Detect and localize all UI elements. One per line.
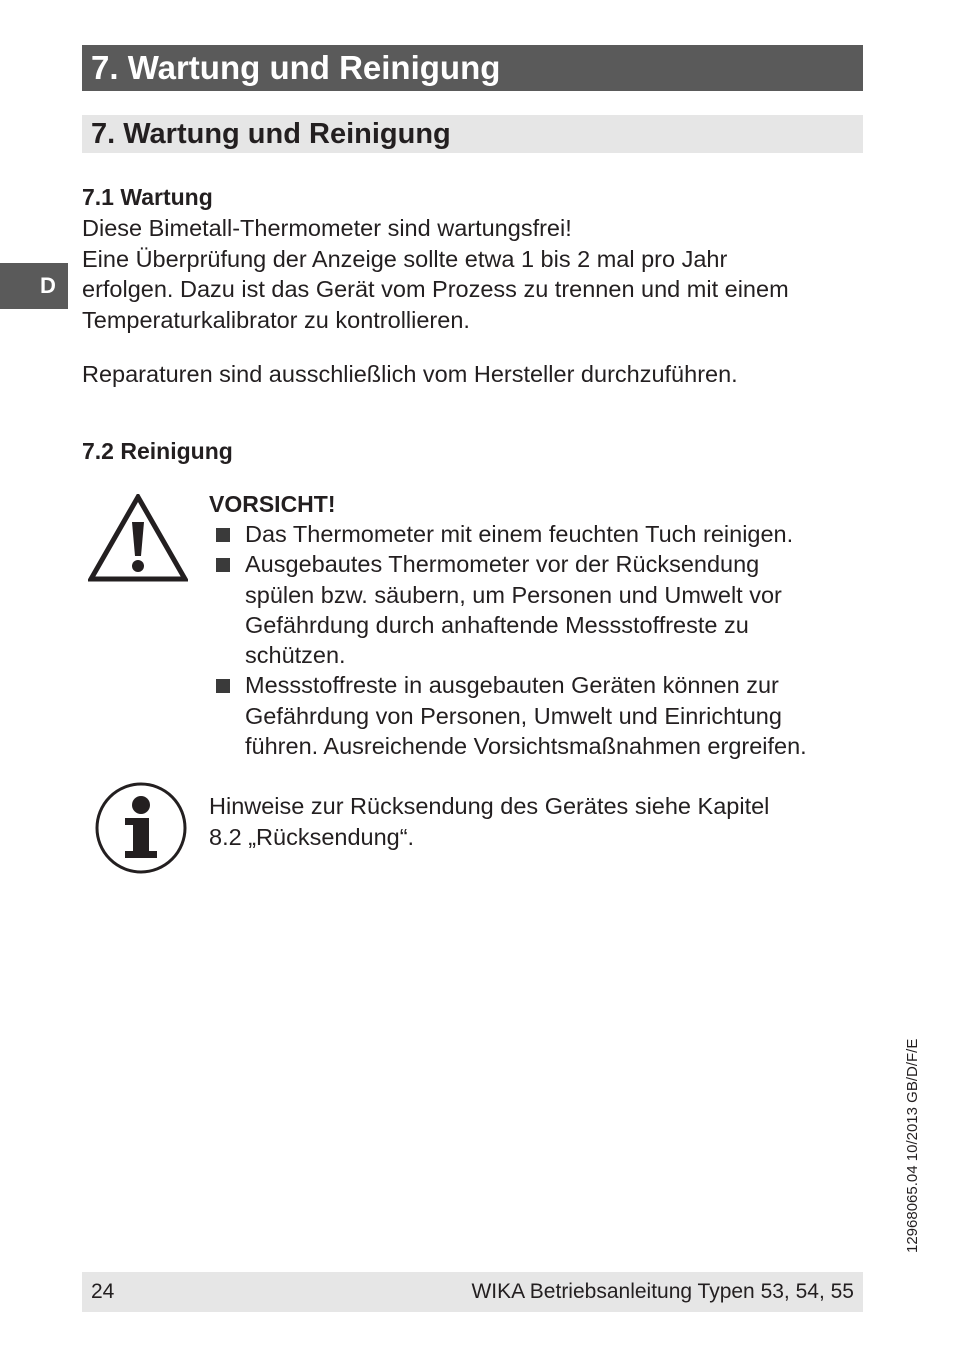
heading-wartung: 7.1 Wartung [82,184,213,210]
heading-reinigung: 7.2 Reinigung [82,438,233,464]
list-item-line: Gefährdung von Personen, Umwelt und Einrichtung [245,702,782,729]
list-item [213,549,807,670]
list-item-line: spülen bzw. säubern, um Personen und Umwelt vor [245,581,782,608]
wartung-line: Eine Überprüfung der Anzeige sollte etwa 1 bis 2 mal pro Jahr [82,245,728,272]
wartung-line: Temperaturkalibrator zu kontrollieren. [82,306,470,333]
list-item [213,670,807,761]
page-number: 24 [91,1280,115,1303]
warning-triangle-icon [88,494,188,582]
document-code: 12968065.04 10/2013 GB/D/F/E [904,1038,921,1253]
wartung-paragraph [82,213,789,335]
list-item-line: Das Thermometer mit einem feuchten Tuch reinigen. [245,521,794,547]
wartung-line: Diese Bimetall-Thermometer sind wartungsfrei! [82,215,572,241]
page-footer [82,1272,863,1312]
list-item-line: Gefährdung durch anhaftende Messstoffreste zu [245,611,749,638]
list-item-line: schützen. [245,642,346,669]
repair-note: Reparaturen sind ausschließlich vom Hersteller durchzuführen. [82,361,738,387]
info-icon [94,781,188,875]
list-item [213,519,807,549]
wartung-line: erfolgen. Dazu ist das Gerät vom Prozess zu trennen und mit einem [82,276,789,302]
info-line: Hinweise zur Rücksendung des Gerätes siehe Kapitel [209,793,770,819]
chapter-header: 7. Wartung und Reinigung [82,45,863,91]
caution-list [213,519,807,761]
list-item-line: führen. Ausreichende Vorsichtsmaßnahmen ergreifen. [245,733,807,760]
language-tab: D [0,263,68,309]
info-line: 8.2 „Rücksendung“. [209,823,415,850]
list-item-line: Ausgebautes Thermometer vor der Rücksendung [245,551,760,578]
list-item-line: Messstoffreste in ausgebauten Geräten können zur [245,672,779,699]
section-header: 7. Wartung und Reinigung [82,115,863,153]
caution-title: VORSICHT! [209,491,336,517]
info-text [209,791,769,852]
footer-title: WIKA Betriebsanleitung Typen 53, 54, 55 [471,1280,854,1303]
